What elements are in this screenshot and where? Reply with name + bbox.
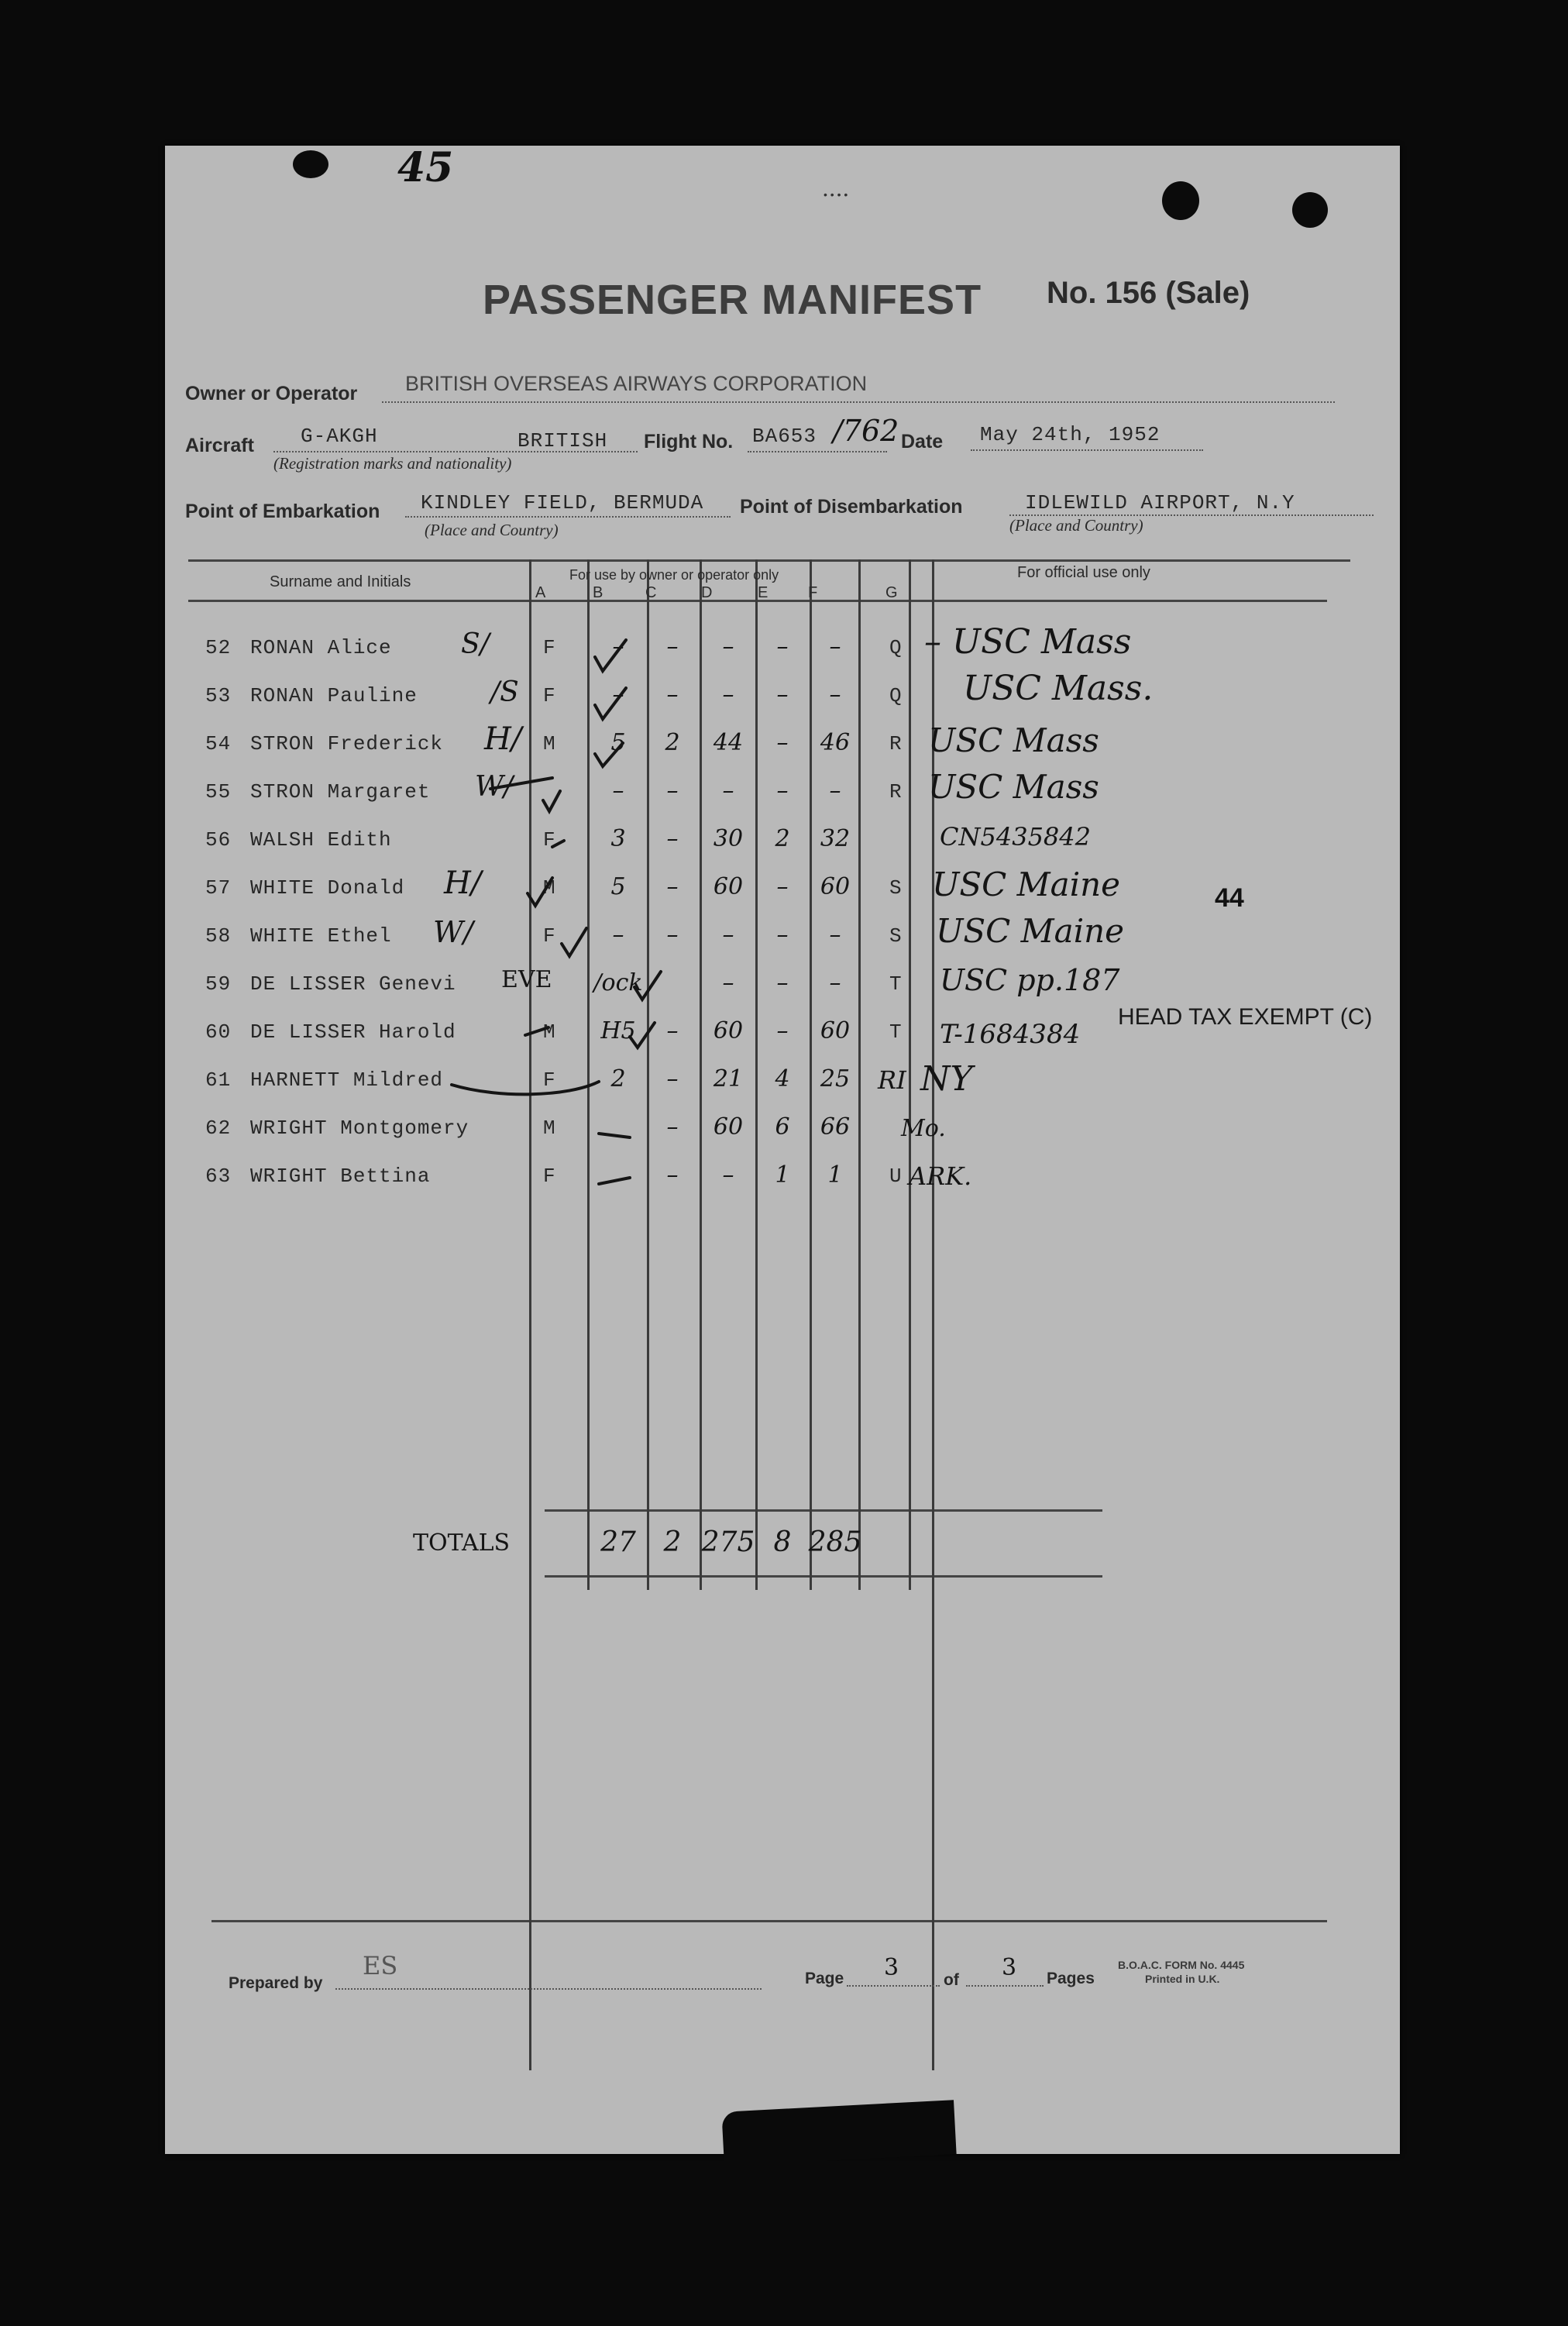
- cell-b: –: [612, 921, 624, 948]
- cell-g: S: [889, 924, 903, 948]
- column-header-b: B: [593, 584, 603, 601]
- punch-hole: [1292, 192, 1328, 228]
- manifest-sheet: [165, 146, 1400, 2154]
- cell-e: 6: [775, 1113, 790, 1141]
- row-number: 53: [205, 684, 232, 707]
- flight-underline: [748, 451, 887, 452]
- aircraft-label: Aircraft: [185, 435, 254, 456]
- cell-f: 32: [820, 825, 851, 852]
- totals-b: 27: [600, 1526, 636, 1558]
- cell-a: M: [543, 876, 556, 900]
- official-note: NY: [920, 1059, 973, 1099]
- of-label: of: [944, 1971, 959, 1989]
- owner-label: Owner or Operator: [185, 383, 358, 404]
- cell-g: T: [889, 972, 903, 996]
- date-label: Date: [901, 431, 944, 452]
- official-note: T-1684384: [940, 1019, 1081, 1050]
- cell-f: –: [829, 633, 841, 660]
- table-row: [165, 768, 1400, 822]
- cell-c: –: [666, 873, 679, 900]
- handwritten-mark: W/: [475, 771, 514, 803]
- handwritten-mark: H/: [444, 865, 482, 901]
- cell-g: Q: [889, 636, 903, 659]
- cell-f: –: [829, 777, 841, 804]
- official-note: USC Mass: [928, 768, 1099, 806]
- cell-f: 60: [820, 873, 851, 900]
- column-header-official: For official use only: [1017, 564, 1150, 581]
- cell-f: 25: [820, 1065, 851, 1092]
- of-value: 3: [1002, 1954, 1017, 1981]
- passenger-name: HARNETT Mildred: [250, 1068, 444, 1092]
- punch-hole: [293, 150, 328, 178]
- handwritten-mark: /S: [490, 676, 519, 708]
- owner-value: BRITISH OVERSEAS AIRWAYS CORPORATION: [405, 372, 868, 395]
- cell-g: U: [889, 1165, 903, 1188]
- cell-c: –: [666, 1065, 679, 1092]
- cell-e: –: [776, 777, 789, 804]
- cell-a: F: [543, 636, 556, 659]
- column-header-e: E: [758, 584, 769, 601]
- cell-a: F: [543, 1165, 556, 1188]
- cell-c: –: [666, 921, 679, 948]
- cell-b: 2: [610, 1065, 626, 1092]
- handwritten-mark: H/: [484, 721, 522, 757]
- prepared-by-value: ES: [363, 1951, 398, 1980]
- row-number: 61: [205, 1068, 232, 1092]
- cell-d: –: [722, 681, 734, 708]
- disembarkation-value: IDLEWILD AIRPORT, N.Y: [1025, 491, 1295, 514]
- top-mark: 45: [397, 144, 454, 191]
- official-note: CN5435842: [940, 822, 1091, 852]
- passenger-name: WHITE Donald: [250, 876, 405, 900]
- of-underline: [966, 1985, 1044, 1987]
- official-note: USC Mass: [928, 721, 1099, 759]
- official-note: USC Mass.: [963, 669, 1154, 708]
- manifest-number: No. 156 (Sale): [1047, 276, 1250, 310]
- owner-underline: [382, 401, 1335, 403]
- passenger-name: WHITE Ethel: [250, 924, 392, 948]
- table-row: [165, 721, 1400, 774]
- passenger-name: WRIGHT Montgomery: [250, 1117, 469, 1140]
- cell-a: M: [543, 732, 556, 755]
- row-number: 56: [205, 828, 232, 852]
- column-header-g: G: [885, 584, 898, 601]
- top-dots: • • • •: [824, 188, 848, 201]
- cell-d: –: [722, 969, 734, 996]
- cell-b: –: [612, 681, 624, 708]
- cell-b: /ock: [593, 969, 643, 996]
- cell-f: –: [829, 969, 841, 996]
- side-number: 44: [1215, 883, 1244, 913]
- flight-number: BA653: [752, 425, 817, 448]
- cell-a: F: [543, 828, 556, 852]
- table-row: [165, 1112, 1400, 1158]
- passenger-name: STRON Frederick: [250, 732, 444, 755]
- official-note: Mo.: [901, 1115, 946, 1142]
- totals-bottom-rule: [545, 1575, 1102, 1578]
- cell-a: F: [543, 684, 556, 707]
- official-note: ARK.: [909, 1161, 972, 1191]
- row-number: 52: [205, 636, 232, 659]
- row-number: 54: [205, 732, 232, 755]
- table-row: [165, 824, 1400, 870]
- row-number: 60: [205, 1020, 232, 1044]
- official-note: USC pp.187: [940, 963, 1120, 997]
- totals-c: 2: [663, 1526, 682, 1558]
- form-printed: Printed in U.K.: [1145, 1973, 1220, 1985]
- cell-d: –: [722, 1161, 734, 1189]
- cell-b: H5: [600, 1017, 636, 1044]
- cell-a: F: [543, 924, 556, 948]
- cell-f: 60: [820, 1017, 851, 1044]
- handwritten-mark: S/: [461, 628, 490, 660]
- cell-a: F: [543, 1068, 556, 1092]
- totals-d: 275: [701, 1526, 755, 1558]
- cell-b: 5: [610, 873, 626, 900]
- embarkation-value: KINDLEY FIELD, BERMUDA: [421, 491, 704, 514]
- embarkation-label: Point of Embarkation: [185, 501, 380, 522]
- date-value: May 24th, 1952: [980, 423, 1161, 446]
- flight-number-handwritten: /762: [833, 414, 899, 448]
- row-number: 63: [205, 1165, 232, 1188]
- embarkation-sublabel: (Place and Country): [425, 521, 559, 539]
- totals-top-rule: [545, 1509, 1102, 1512]
- column-header-f: F: [808, 584, 818, 601]
- official-note: USC Maine: [932, 865, 1121, 903]
- passenger-name: WRIGHT Bettina: [250, 1165, 431, 1188]
- cell-e: –: [776, 873, 789, 900]
- handwritten-mark: EVE: [501, 966, 552, 993]
- prepared-by-underline: [335, 1988, 762, 1990]
- prepared-by-label: Prepared by: [229, 1974, 323, 1992]
- row-number: 62: [205, 1117, 232, 1140]
- cell-g: R: [889, 780, 903, 803]
- disembarkation-label: Point of Disembarkation: [740, 496, 963, 518]
- cell-c: –: [666, 825, 679, 852]
- table-row: [165, 912, 1400, 966]
- official-note: – USC Mass: [924, 622, 1132, 662]
- cell-d: –: [722, 633, 734, 660]
- cell-e: –: [776, 681, 789, 708]
- embarkation-underline: [405, 516, 731, 518]
- form-number: B.O.A.C. FORM No. 4445: [1118, 1959, 1245, 1971]
- passenger-name: RONAN Pauline: [250, 684, 418, 707]
- cell-d: 60: [713, 1113, 744, 1141]
- cell-g: Q: [889, 684, 903, 707]
- cell-g: R: [889, 732, 903, 755]
- cell-e: 1: [775, 1161, 790, 1189]
- cell-c: –: [666, 1017, 679, 1044]
- cell-b: –: [612, 777, 624, 804]
- cell-b: 5: [610, 729, 626, 756]
- cell-f: 46: [820, 729, 851, 756]
- passenger-name: STRON Margaret: [250, 780, 431, 803]
- table-row: [165, 669, 1400, 726]
- row-number: 58: [205, 924, 232, 948]
- totals-label: TOTALS: [413, 1529, 511, 1557]
- cell-g: S: [889, 876, 903, 900]
- cell-a: M: [543, 1020, 556, 1044]
- cell-e: –: [776, 729, 789, 756]
- cell-e: –: [776, 921, 789, 948]
- flight-label: Flight No.: [644, 431, 734, 452]
- handwritten-mark: W/: [433, 915, 473, 949]
- cell-g: RI: [878, 1065, 906, 1095]
- cell-d: 44: [713, 729, 744, 756]
- torn-edge: [721, 2100, 956, 2166]
- cell-d: 21: [713, 1065, 744, 1092]
- column-header-d: D: [701, 584, 713, 601]
- punch-hole: [1162, 181, 1199, 220]
- cell-g: T: [889, 1020, 903, 1044]
- cell-e: –: [776, 969, 789, 996]
- totals-f: 285: [808, 1526, 862, 1558]
- table-bottom-rule: [211, 1920, 1327, 1922]
- table-top-rule: [188, 559, 1350, 562]
- cell-c: –: [666, 633, 679, 660]
- table-row: [165, 1059, 1400, 1110]
- cell-d: 60: [713, 873, 744, 900]
- cell-e: 2: [775, 825, 790, 852]
- head-tax-stamp: HEAD TAX EXEMPT (C): [1118, 1004, 1373, 1030]
- cell-d: –: [722, 921, 734, 948]
- column-header-owner-use: For use by owner or operator only: [569, 567, 779, 583]
- totals-e: 8: [773, 1526, 792, 1558]
- passenger-name: RONAN Alice: [250, 636, 392, 659]
- cell-e: 4: [775, 1065, 790, 1092]
- aircraft-sublabel: (Registration marks and nationality): [273, 454, 512, 473]
- cell-d: –: [722, 777, 734, 804]
- passenger-name: DE LISSER Genevi: [250, 972, 456, 996]
- cell-f: 66: [820, 1113, 851, 1141]
- aircraft-nationality: BRITISH: [518, 429, 608, 452]
- cell-c: –: [666, 1161, 679, 1189]
- disembarkation-sublabel: (Place and Country): [1009, 516, 1143, 535]
- passenger-name: DE LISSER Harold: [250, 1020, 456, 1044]
- row-number: 59: [205, 972, 232, 996]
- page-value: 3: [884, 1954, 899, 1981]
- cell-c: –: [666, 1113, 679, 1141]
- passenger-name: WALSH Edith: [250, 828, 392, 852]
- cell-d: 60: [713, 1017, 744, 1044]
- row-number: 57: [205, 876, 232, 900]
- table-row: [165, 622, 1400, 678]
- cell-f: 1: [827, 1161, 843, 1189]
- official-note: USC Maine: [936, 912, 1125, 950]
- cell-c: –: [666, 681, 679, 708]
- aircraft-underline: [273, 451, 638, 452]
- cell-b: 3: [610, 825, 626, 852]
- cell-d: 30: [713, 825, 744, 852]
- cell-c: –: [666, 777, 679, 804]
- date-underline: [971, 449, 1203, 451]
- page-label: Page: [805, 1970, 844, 1987]
- table-row: [165, 1160, 1400, 1206]
- cell-a: M: [543, 1117, 556, 1140]
- page-underline: [847, 1985, 940, 1987]
- cell-e: –: [776, 1017, 789, 1044]
- row-number: 55: [205, 780, 232, 803]
- column-header-c: C: [645, 584, 657, 601]
- cell-f: –: [829, 681, 841, 708]
- column-header-a: A: [535, 584, 546, 601]
- cell-b: –: [612, 633, 624, 660]
- cell-c: 2: [665, 729, 680, 756]
- column-header-name: Surname and Initials: [270, 573, 411, 590]
- cell-f: –: [829, 921, 841, 948]
- page-title: PASSENGER MANIFEST: [483, 277, 982, 323]
- cell-e: –: [776, 633, 789, 660]
- aircraft-registration: G-AKGH: [301, 425, 378, 448]
- pages-label: Pages: [1047, 1970, 1095, 1987]
